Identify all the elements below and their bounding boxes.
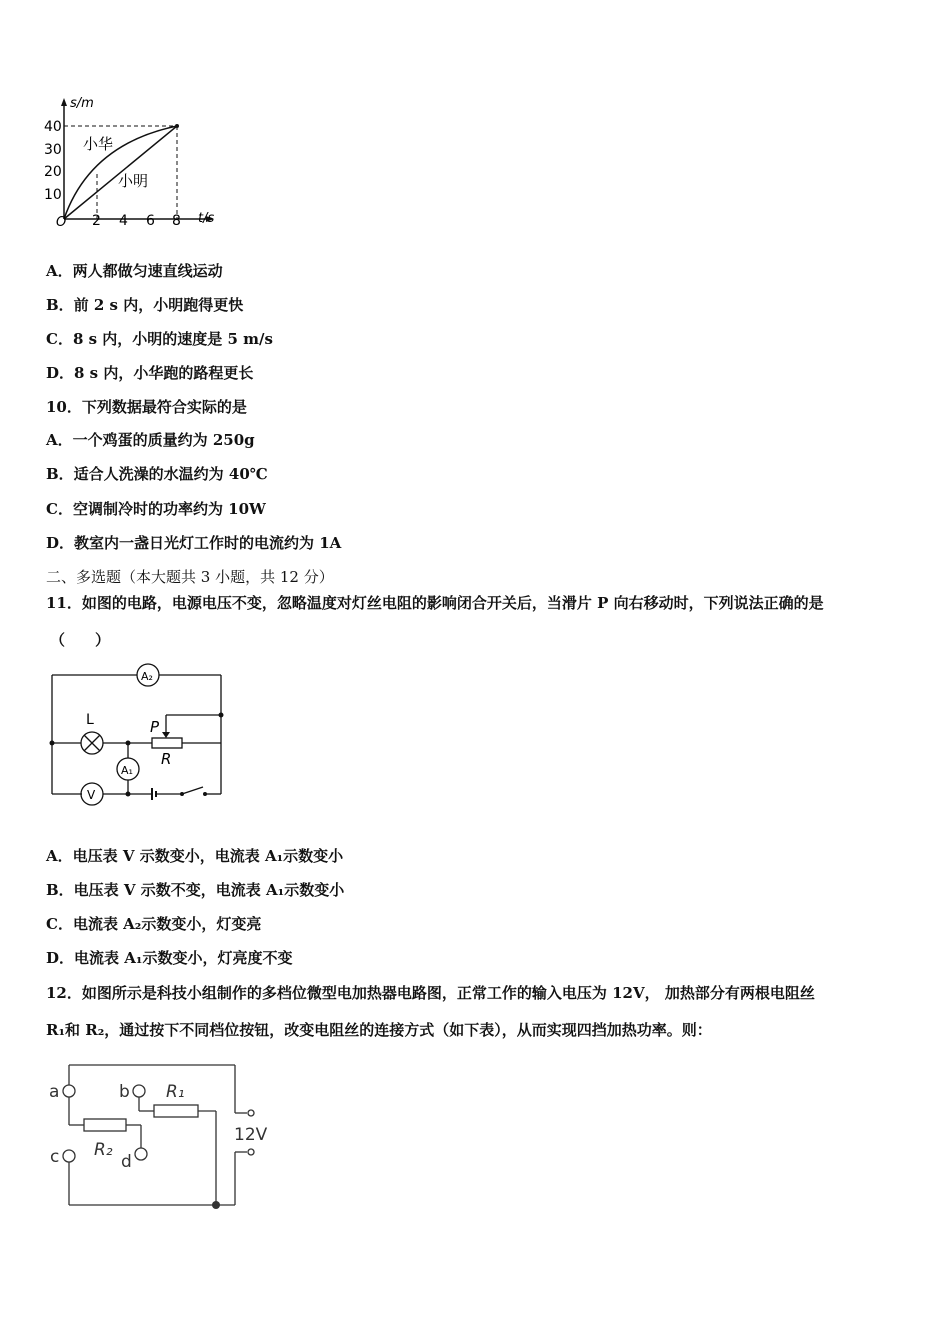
section-title: 二、多选题（本大题共 3 小题，共 12 分） [46, 568, 334, 586]
q9-option-c: C．8 s 内，小明的速度是 5 m/s [46, 330, 273, 348]
ammeter-a2-label: A₂ [141, 670, 153, 683]
y-tick: 20 [44, 164, 62, 180]
x-tick: 6 [146, 213, 155, 229]
ammeter-a1-label: A₁ [121, 764, 133, 777]
terminal-d-label: d [121, 1152, 132, 1172]
q11-stem: 11．如图的电路，电源电压不变，忽略温度对灯丝电阻的影响闭合开关后，当滑片 P 向右移动时，下列说法正确的是 [46, 594, 824, 612]
q10-stem: 10．下列数据最符合实际的是 [46, 398, 247, 416]
terminal-c-label: c [50, 1147, 60, 1167]
q10-option-b: B．适合人洗澡的水温约为 40℃ [46, 465, 268, 483]
q10-option-a: A．一个鸡蛋的质量约为 250g [46, 431, 255, 449]
q11-option-c: C．电流表 A₂示数变小，灯变亮 [46, 915, 262, 933]
y-tick: 10 [44, 187, 62, 203]
q10-option-c: C．空调制冷时的功率约为 10W [46, 500, 266, 518]
x-axis-label: t/s [198, 211, 215, 226]
curve-label-xiaohua: 小华 [83, 135, 114, 153]
q11-option-a: A．电压表 V 示数变小，电流表 A₁示数变小 [46, 847, 344, 865]
q12-stem-line2: R₁和 R₂，通过按下不同档位按钮，改变电阻丝的连接方式（如下表），从而实现四挡加热功率。则： [46, 1021, 712, 1039]
curve-label-xiaoming: 小明 [118, 172, 149, 190]
q11-option-d: D．电流表 A₁示数变小，灯亮度不变 [46, 949, 293, 967]
q12-circuit [40, 1055, 300, 1225]
q9-option-b: B．前 2 s 内，小明跑得更快 [46, 296, 244, 314]
x-tick: 8 [172, 213, 181, 229]
st-graph [40, 94, 240, 234]
x-tick: 2 [92, 213, 101, 229]
r2-label: R₂ [94, 1140, 113, 1160]
terminal-a-label: a [49, 1082, 60, 1102]
q11-answer-blank: （ ） [50, 631, 111, 649]
q10-option-d: D．教室内一盏日光灯工作时的电流约为 1A [46, 534, 342, 552]
q11-option-b: B．电压表 V 示数不变，电流表 A₁示数变小 [46, 881, 345, 899]
resistor-label: R [161, 750, 172, 768]
origin-label: O [56, 215, 67, 230]
q12-stem-line1: 12．如图所示是科技小组制作的多档位微型电加热器电路图，正常工作的输入电压为 12V， 加热部分有两根电阻丝 [46, 984, 815, 1002]
r1-label: R₁ [166, 1082, 185, 1102]
q11-circuit [40, 660, 240, 810]
voltage-label: 12V [234, 1125, 268, 1145]
q9-option-d: D．8 s 内，小华跑的路程更长 [46, 364, 254, 382]
slider-label: P [150, 718, 160, 736]
x-tick: 4 [119, 213, 128, 229]
terminal-b-label: b [119, 1082, 130, 1102]
q9-option-a: A．两人都做匀速直线运动 [46, 262, 223, 280]
lamp-label: L [86, 712, 94, 728]
y-tick: 40 [44, 119, 62, 135]
voltmeter-label: V [87, 788, 96, 802]
y-tick: 30 [44, 142, 62, 158]
y-axis-label: s/m [70, 96, 94, 111]
